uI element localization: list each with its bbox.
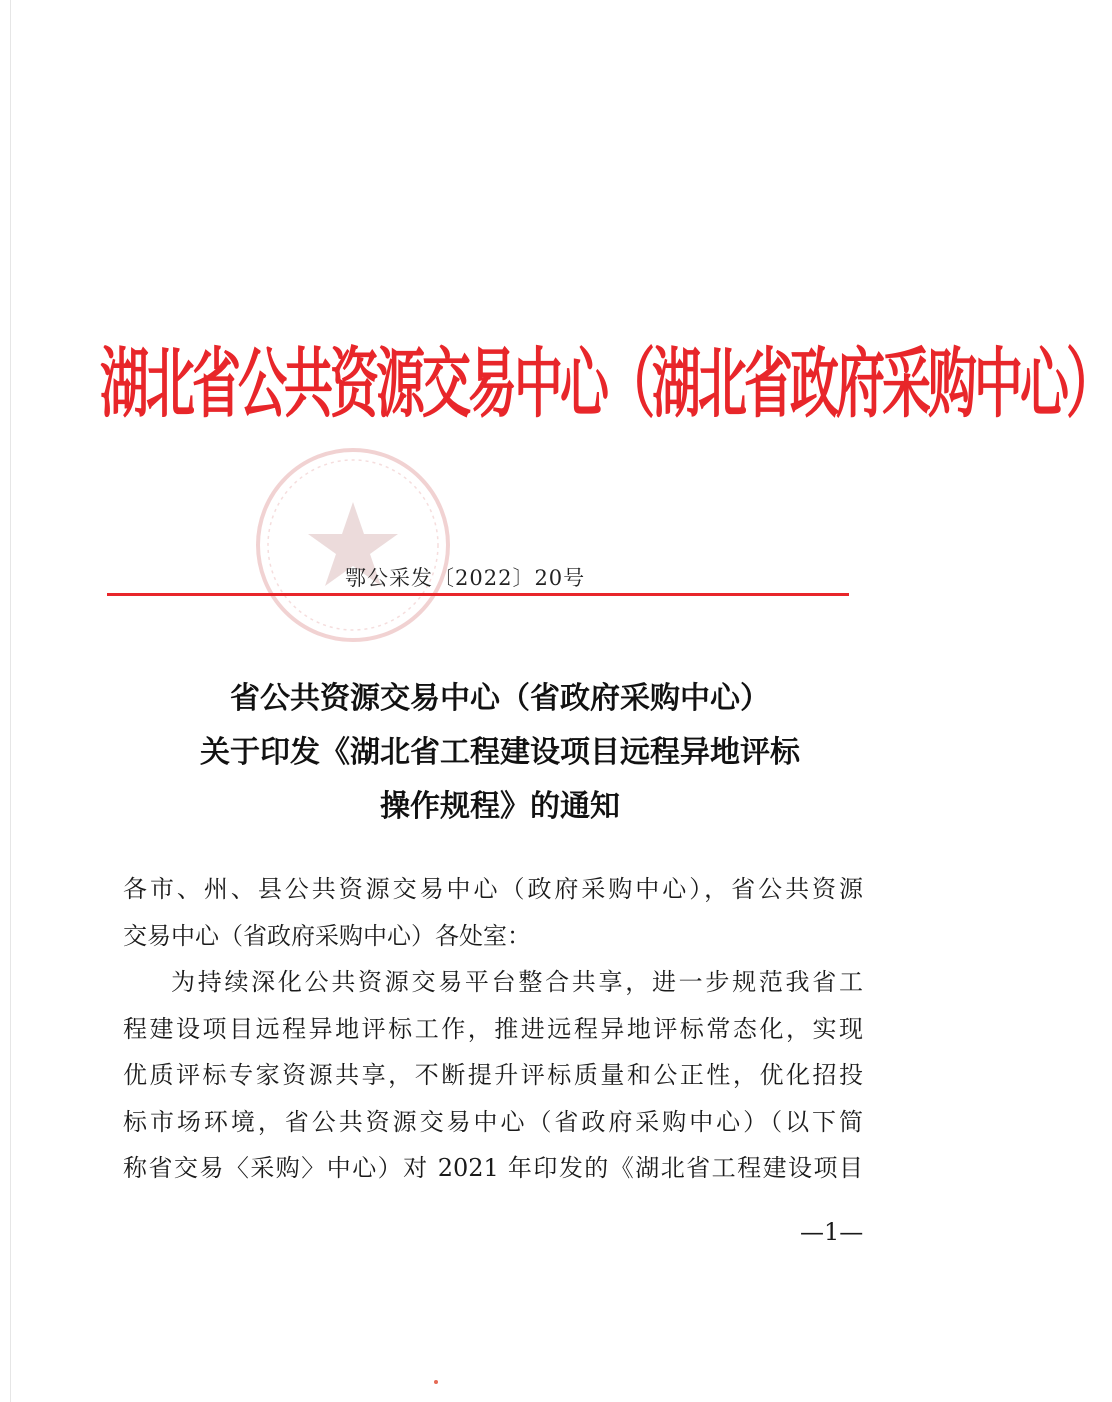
body-line: 交易中心（省政府采购中心）各处室： — [123, 921, 531, 950]
agency-red-header: 湖北省公共资源交易中心（湖北省政府采购中心） — [100, 340, 1112, 429]
body-line: 标市场环境，省公共资源交易中心（省政府采购中心）（以下简 — [123, 1107, 863, 1136]
body-line: 为持续深化公共资源交易平台整合共享，进一步规范我省工 — [171, 968, 863, 996]
document-number: 鄂公采发〔2022〕20号 — [345, 566, 586, 590]
title-line-3: 操作规程》的通知 — [380, 789, 620, 824]
body-line: 各市、州、县公共资源交易中心（政府采购中心），省公共资源 — [123, 875, 863, 903]
body-line: 称省交易〈采购〉中心）对 2021 年印发的《湖北省工程建设项目 — [123, 1154, 863, 1182]
red-divider-line — [107, 593, 849, 596]
body-line: 程建设项目远程异地评标工作，推进远程异地评标常态化，实现 — [123, 1014, 863, 1043]
scan-margin-line — [10, 0, 11, 1402]
page-number: —1— — [800, 1218, 864, 1246]
scan-artifact-dot — [434, 1380, 438, 1384]
title-line-1: 省公共资源交易中心（省政府采购中心） — [230, 681, 770, 716]
document-body — [123, 866, 863, 1192]
document-title — [80, 672, 920, 834]
title-line-2: 关于印发《湖北省工程建设项目远程异地评标 — [200, 735, 800, 770]
body-line: 优质评标专家资源共享，不断提升评标质量和公正性，优化招投 — [123, 1061, 863, 1089]
official-seal-icon — [248, 440, 458, 650]
